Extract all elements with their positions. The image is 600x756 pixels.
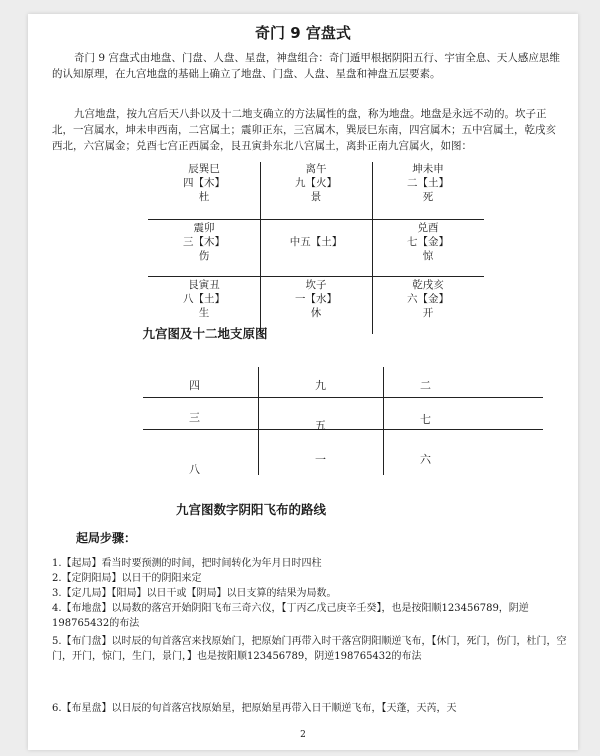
steps-heading: 起局步骤： [76, 531, 137, 545]
palace-cell-3 [148, 221, 260, 263]
ground-palace-paragraph: 九宫地盘，按九宫后天八卦以及十二地支确立的方法属性的盘，称为地盘。地盘是永远不动的。坎子正北，一宫属水，坤未申西南，二宫属土；震卯正东，三宫属木，巽辰巳东南，四宫属木；五中宫属土，乾戌亥西北，六宫属金；兑酉七宫正西属金，艮丑寅卦东北八宫属土，离卦正南九宫属火，如图： [52, 108, 556, 152]
palace-label: 六【金】 [407, 293, 449, 305]
palace-cell-4 [148, 162, 260, 204]
branch-label: 坤未申 [412, 163, 444, 175]
door-label: 杜 [198, 191, 210, 203]
number-cell: 八 [189, 463, 200, 476]
branch-label: 离午 [305, 163, 327, 175]
palace-label: 中五【土】 [289, 236, 343, 248]
branch-label: 震卯 [193, 222, 215, 234]
door-label: 生 [198, 307, 210, 319]
step-item: 3.【定几局】【阳局】以日干或【阴局】以日支算的结果为局数。 [52, 588, 337, 599]
figure-caption-1: 九宫图及十二地支原图 [142, 326, 268, 341]
palace-label: 四【木】 [183, 177, 225, 189]
page-title: 奇门 9 宫盘式 [255, 24, 351, 42]
palace-cell-1 [260, 278, 372, 320]
document-page [28, 14, 578, 750]
number-cell: 六 [420, 453, 431, 466]
branch-label: 艮寅丑 [188, 279, 220, 291]
step-item: 2.【定阴阳局】以日干的阴阳来定 [52, 573, 202, 584]
door-label: 伤 [198, 250, 210, 262]
number-cell: 二 [420, 379, 431, 392]
figure-caption-2: 九宫图数字阴阳飞布的路线 [175, 502, 326, 517]
palace-cell-9 [260, 162, 372, 204]
number-cell: 五 [315, 419, 326, 432]
palace-cell-2 [372, 162, 484, 204]
palace-cell-6 [372, 278, 484, 320]
palace-label: 九【火】 [295, 177, 337, 189]
step-item: 6.【布星盘】以日辰的旬首落宫找原始星，把原始星再带入日干顺逆飞布，【天蓬，天芮，天 [52, 703, 457, 714]
palace-branch-grid [148, 162, 484, 334]
door-label: 休 [310, 307, 322, 319]
palace-label: 七【金】 [407, 236, 449, 248]
palace-cell-8 [148, 278, 260, 320]
step-item: 5.【布门盘】以时辰的旬首落宫来找原始门，把原始门再带入时干落宫阴阳顺逆飞布，【休门，死门，伤门，杜门，空门，开门，惊门，生门，景门，】也是按阳顺123456789，阴逆198765432的布法 [52, 636, 567, 662]
branch-label: 兑酉 [417, 222, 439, 234]
number-cell: 九 [315, 379, 326, 392]
palace-label: 二【土】 [407, 177, 449, 189]
branch-label: 辰巽巳 [188, 163, 220, 175]
number-cell: 一 [315, 453, 326, 466]
number-cell: 七 [420, 413, 431, 426]
palace-number-grid [143, 367, 543, 475]
branch-label: 坎子 [305, 279, 327, 291]
palace-label: 一【水】 [295, 293, 337, 305]
palace-cell-7 [372, 221, 484, 263]
palace-label: 八【土】 [183, 293, 225, 305]
door-label: 开 [422, 307, 434, 319]
door-label: 惊 [422, 250, 434, 262]
branch-label: 乾戌亥 [412, 279, 444, 291]
door-label: 死 [422, 191, 434, 203]
palace-cell-5 [260, 235, 372, 249]
intro-paragraph: 奇门 9 宫盘式由地盘、门盘、人盘、星盘，神盘组合：奇门遁甲根据阴阳五行、宇宙全息、天人感应思维的认知原理，在九宫地盘的基础上确立了地盘、门盘、人盘、星盘和神盘五层要素。 [52, 52, 560, 80]
page-number: 2 [300, 730, 306, 740]
step-item: 4.【布地盘】以局数的落宫开始阴阳飞布三奇六仪，【丁丙乙戊己庚辛壬癸】，也是按阳顺123456789，阴逆198765432的布法 [52, 603, 529, 629]
step-item: 1.【起局】看当时要预测的时间，把时间转化为年月日时四柱 [52, 558, 322, 569]
number-cell: 三 [189, 411, 200, 424]
palace-label: 三【木】 [183, 236, 225, 248]
door-label: 景 [310, 191, 322, 203]
number-cell: 四 [189, 379, 200, 392]
